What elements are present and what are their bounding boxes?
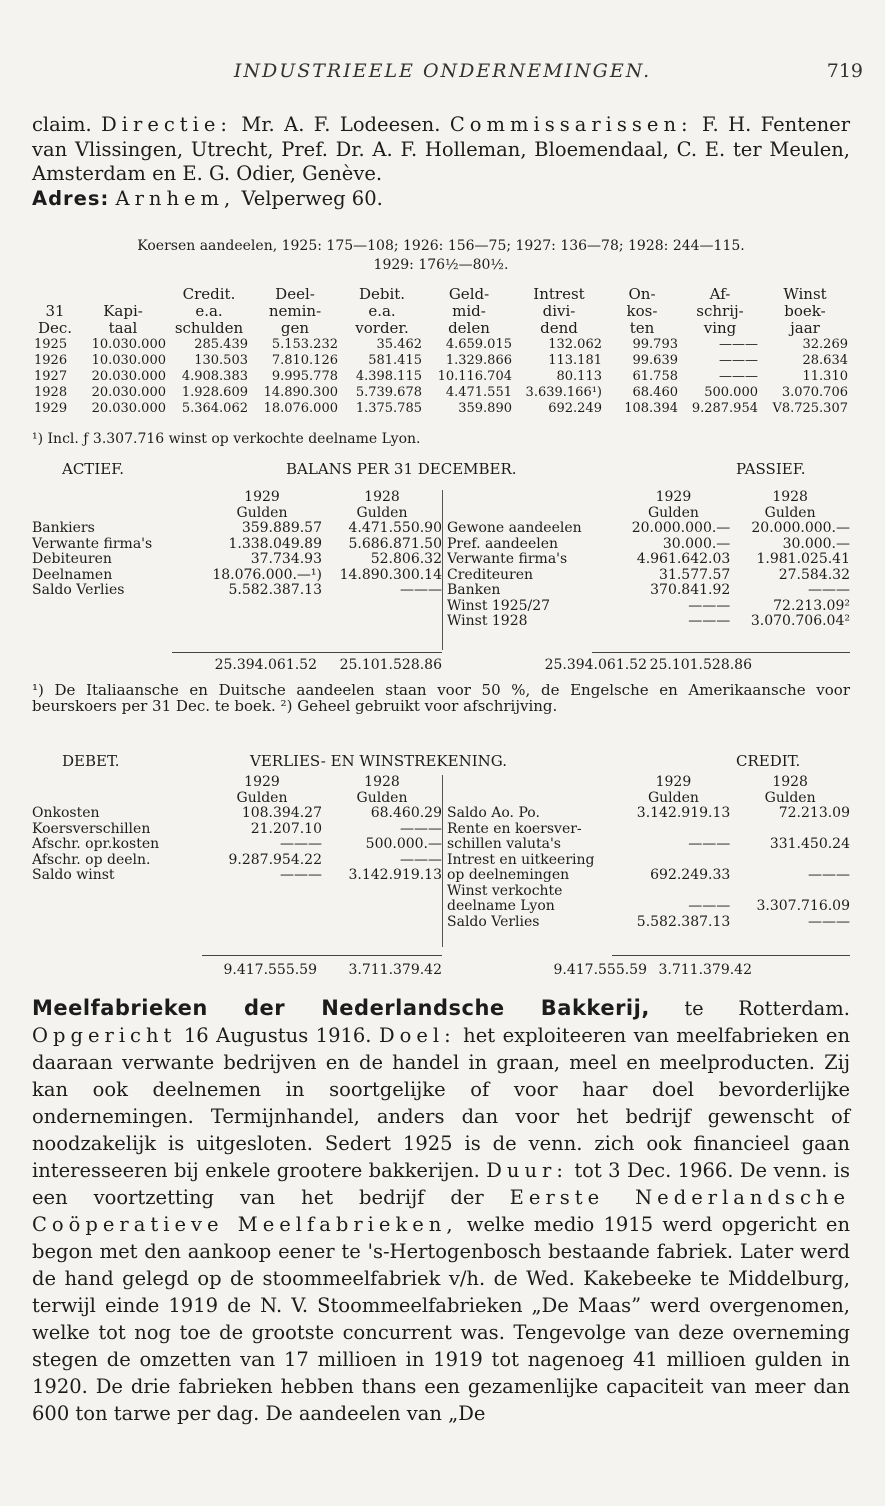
table-cell: 692.249 bbox=[548, 401, 602, 416]
table-cell: 10.030.000 bbox=[91, 353, 166, 368]
ledger-amount bbox=[730, 884, 850, 900]
ledger-amount: ——— bbox=[688, 836, 731, 852]
duur-label: Duur: bbox=[486, 1159, 568, 1182]
column-header: Debit. bbox=[358, 285, 406, 303]
table-header-row bbox=[32, 303, 850, 320]
ledger-amount: 359.889.57 bbox=[241, 520, 322, 536]
ledger-amount bbox=[730, 853, 850, 869]
debet-title: DEBET. bbox=[62, 752, 120, 770]
ledger-row bbox=[32, 537, 442, 553]
ledger-label: schillen valuta's bbox=[447, 837, 561, 852]
unit-label: Gulden bbox=[356, 789, 408, 806]
page-number: 719 bbox=[826, 60, 863, 82]
table-cell: 11.310 bbox=[802, 369, 848, 384]
table-cell: 68.460 bbox=[632, 385, 678, 400]
table-cell: 5.153.232 bbox=[271, 337, 338, 352]
balans-table bbox=[32, 490, 850, 680]
ledger-label: Intrest en uitkeering bbox=[447, 852, 595, 868]
total-amount: 3.711.379.42 bbox=[348, 962, 442, 978]
column-header: 31 bbox=[45, 302, 65, 320]
column-header: vorder. bbox=[355, 319, 409, 337]
ledger-amount: 27.584.32 bbox=[778, 566, 850, 583]
ledger-row bbox=[447, 614, 850, 630]
table-cell: 99.793 bbox=[632, 337, 678, 352]
column-header: delen bbox=[448, 319, 490, 337]
year-1928: 1928 bbox=[772, 774, 808, 790]
column-header: Intrest bbox=[533, 285, 585, 303]
ledger-amount: 20.000.000.— bbox=[631, 520, 731, 536]
company-text: te Rotterdam. bbox=[649, 997, 850, 1020]
column-header: gen bbox=[280, 319, 310, 337]
table-cell: ——— bbox=[719, 353, 758, 368]
total-amount: 9.417.555.59 bbox=[223, 962, 317, 978]
ledger-row bbox=[32, 837, 442, 853]
table-cell: 5.364.062 bbox=[181, 401, 248, 416]
ledger-label: Verwante firma's bbox=[447, 552, 568, 567]
ledger-amount: 1.338.049.89 bbox=[228, 535, 322, 552]
ledger-row bbox=[32, 521, 442, 537]
total-rule bbox=[612, 955, 850, 956]
ledger-amount: 68.460.29 bbox=[370, 805, 442, 821]
ledger-row bbox=[447, 915, 850, 931]
ledger-amount: ——— bbox=[400, 582, 442, 598]
adres-label: Adres: bbox=[32, 186, 110, 210]
company-text: welke medio 1915 werd opgericht en begon met den aankoop eener te 's-Hertogenbosch bestaande fabriek. Later werd de hand gelegd op de stoommeelfabriek v/h. de Wed. Kakebeeke te Middelburg, terwijl einde 1919 de N. V. Stoommeelfabrieken „De Maas” werd overgenomen, welke tot nog toe de grootste concurrent was. Tengevolge van deze overneming stegen de omzetten van 17 millioen in 1919 tot nagenoeg 41 millioen gulden in 1920. De drie fabrieken hebben thans een gezamenlijke capaciteit van meer dan 600 ton tarwe per dag. De aandeelen van „De bbox=[32, 1213, 851, 1425]
unit-label: Gulden bbox=[647, 789, 699, 806]
column-header: ten bbox=[629, 319, 655, 337]
cooperative-name: Eerste Nederlandsche Coöperatieve Meelfabrieken, bbox=[32, 1186, 850, 1236]
column-header bbox=[32, 286, 78, 303]
ledger-row bbox=[447, 521, 850, 537]
ledger-row bbox=[32, 583, 442, 599]
total-rule bbox=[172, 652, 442, 653]
year-1929: 1929 bbox=[655, 774, 692, 790]
doel-label: Doel: bbox=[378, 1024, 456, 1047]
unit-label: Gulden bbox=[764, 789, 816, 806]
ledger-row bbox=[447, 837, 850, 853]
column-header: On- bbox=[628, 285, 656, 303]
table-cell: 581.415 bbox=[368, 353, 422, 368]
column-header: Kapi- bbox=[103, 302, 143, 320]
column-header: e.a. bbox=[195, 302, 223, 320]
ledger-amount: 37.734.93 bbox=[250, 551, 322, 567]
company-text: het exploiteeren van meelfabrieken en daaraan verwante bedrijven en de handel in graan, meel en meelproducten. Zij kan ook deelnemen in soortgelijke of voor haar doel bevorderlijke ondernemingen. Termijnhandel, anders dan voor het bedrijf gewenscht of noodzakelijk is uitgesloten. Sedert 1925 is de venn. zich ook financieel gaan interesseeren bij enkele grootere bakkerijen. bbox=[32, 1024, 850, 1182]
table-cell: 20.030.000 bbox=[91, 385, 166, 400]
table-cell: 4.908.383 bbox=[181, 369, 248, 384]
table-cell: ——— bbox=[719, 337, 758, 352]
unit-label: Gulden bbox=[356, 504, 408, 521]
column-header: ving bbox=[703, 319, 737, 337]
ledger-label: Saldo Verlies bbox=[447, 914, 540, 930]
ledger-amount: 5.686.871.50 bbox=[348, 535, 442, 552]
table-cell: 80.113 bbox=[556, 369, 602, 384]
table-footnote: ¹) Incl. ƒ 3.307.716 winst op verkochte deelname Lyon. bbox=[32, 431, 421, 447]
table-cell: 3.639.166¹) bbox=[525, 385, 602, 400]
table-cell: 9.995.778 bbox=[271, 369, 338, 384]
table-cell: 1.375.785 bbox=[355, 401, 422, 416]
column-header: dend bbox=[540, 319, 578, 337]
table-row bbox=[32, 337, 850, 353]
company-text: 16 Augustus 1916. bbox=[176, 1024, 372, 1047]
table-row bbox=[32, 353, 850, 369]
ledger-amount: 5.582.387.13 bbox=[636, 913, 731, 930]
ledger-amount: 3.142.919.13 bbox=[348, 867, 442, 883]
credit-title: CREDIT. bbox=[736, 752, 801, 770]
company-title: Meelfabrieken der Nederlandsche Bakkerij, bbox=[32, 996, 650, 1020]
ledger-label: Winst 1928 bbox=[447, 614, 528, 629]
ledger-label: Rente en koersver- bbox=[447, 821, 582, 837]
ledger-amount: 331.450.24 bbox=[769, 836, 850, 852]
column-header: Af- bbox=[709, 285, 731, 303]
table-header-row bbox=[32, 286, 850, 303]
adres-street: Velperweg 60. bbox=[241, 186, 383, 210]
ledger-label: Afschr. op deeln. bbox=[32, 852, 151, 868]
company-entry bbox=[32, 995, 850, 1427]
ledger-amount: 9.287.954.22 bbox=[228, 851, 322, 868]
table-cell: 1927 bbox=[34, 369, 68, 384]
ledger-row bbox=[447, 583, 850, 599]
total-rule bbox=[202, 955, 442, 956]
year-1928: 1928 bbox=[772, 489, 808, 505]
column-header: taal bbox=[108, 319, 138, 337]
total-amount: 9.417.555.59 bbox=[553, 962, 647, 978]
table-cell: 10.116.704 bbox=[437, 369, 512, 384]
opgericht-label: Opgericht bbox=[32, 1024, 177, 1047]
table-row bbox=[32, 401, 850, 417]
ledger-amount: ——— bbox=[688, 613, 731, 629]
yearly-figures-table bbox=[32, 286, 850, 417]
ledger-label: Banken bbox=[447, 583, 501, 598]
unit-label: Gulden bbox=[236, 504, 288, 521]
ledger-row bbox=[447, 806, 850, 822]
table-cell: 4.398.115 bbox=[355, 369, 422, 384]
ledger-amount: ——— bbox=[280, 836, 322, 852]
ledger-amount: 21.207.10 bbox=[250, 820, 322, 837]
company-text: tot 3 Dec. 1966. De venn. is een voortzetting van het bedrijf der bbox=[32, 1159, 850, 1209]
table-cell: 99.639 bbox=[632, 353, 678, 368]
ledger-label: Saldo Verlies bbox=[32, 583, 125, 598]
column-header: Deel- bbox=[275, 285, 315, 303]
ledger-row bbox=[447, 552, 850, 568]
ledger-label: Saldo winst bbox=[32, 868, 115, 883]
intro-paragraph bbox=[32, 113, 850, 211]
ledger-amount: 72.213.09 bbox=[778, 805, 850, 821]
table-cell: ——— bbox=[719, 369, 758, 384]
unit-label: Gulden bbox=[236, 789, 288, 806]
koersen-aandeelen bbox=[32, 237, 850, 275]
ledger-amount: 3.070.706.04² bbox=[750, 613, 850, 629]
unit-label: Gulden bbox=[647, 504, 699, 521]
ledger-amount: ——— bbox=[688, 898, 731, 914]
ledger-row bbox=[32, 806, 442, 822]
ledger-amount: 18.076.000.—¹) bbox=[212, 566, 322, 583]
ledger-label: Deelnamen bbox=[32, 567, 113, 583]
ledger-row bbox=[447, 568, 850, 584]
directie-label: Directie: bbox=[101, 113, 232, 136]
koersen-line-2: 1929: 176½—80½. bbox=[373, 257, 509, 273]
ledger-label: deelname Lyon bbox=[447, 899, 555, 914]
total-amount: 3.711.379.42 bbox=[658, 962, 752, 978]
winst-totals bbox=[202, 963, 752, 979]
ledger-row bbox=[32, 568, 442, 584]
table-cell: 20.030.000 bbox=[91, 401, 166, 416]
credit-column bbox=[442, 775, 850, 947]
total-rule bbox=[592, 652, 850, 653]
ledger-label: Winst verkochte bbox=[447, 883, 563, 899]
table-cell: 285.439 bbox=[194, 337, 248, 352]
ledger-label: Pref. aandeelen bbox=[447, 536, 559, 552]
ledger-amount bbox=[730, 822, 850, 838]
ledger-amount: 72.213.09² bbox=[773, 597, 850, 614]
table-cell: 1925 bbox=[34, 337, 68, 352]
column-header: mid- bbox=[452, 302, 486, 320]
ledger-row bbox=[447, 537, 850, 553]
table-cell: 1929 bbox=[34, 401, 68, 416]
column-header: jaar bbox=[790, 319, 820, 337]
total-amount: 25.394.061.52 bbox=[214, 657, 317, 673]
ledger-row bbox=[32, 853, 442, 869]
ledger-amount: 3.142.919.13 bbox=[636, 805, 731, 821]
table-cell: 132.062 bbox=[548, 337, 602, 352]
table-cell: 1.329.866 bbox=[445, 353, 512, 368]
running-title: INDUSTRIEELE ONDERNEMINGEN. bbox=[233, 60, 652, 82]
ledger-amount: 31.577.57 bbox=[659, 566, 731, 583]
balans-title: BALANS PER 31 DECEMBER. bbox=[286, 460, 517, 478]
table-cell: 61.758 bbox=[632, 369, 678, 384]
passief-title: PASSIEF. bbox=[736, 460, 806, 478]
total-amount: 25.394.061.52 bbox=[544, 657, 647, 673]
table-cell: 1928 bbox=[34, 385, 68, 400]
column-header: nemin- bbox=[268, 302, 322, 320]
ledger-amount: 30.000.— bbox=[662, 535, 731, 552]
table-cell: V8.725.307 bbox=[772, 401, 848, 416]
ledger-amount: 4.471.550.90 bbox=[348, 520, 442, 536]
directie-text: Mr. A. F. Lodeesen. bbox=[241, 113, 441, 136]
adres-city: Arnhem, bbox=[115, 186, 236, 210]
ledger-amount: 20.000.000.— bbox=[751, 520, 850, 536]
ledger-row bbox=[32, 552, 442, 568]
column-header: divi- bbox=[542, 302, 576, 320]
ledger-row bbox=[447, 853, 850, 869]
ledger-amount: 3.307.716.09 bbox=[756, 898, 850, 914]
table-cell: 3.070.706 bbox=[781, 385, 848, 400]
table-cell: 4.471.551 bbox=[445, 385, 512, 400]
table-cell: 28.634 bbox=[802, 353, 848, 368]
ledger-label: Koersverschillen bbox=[32, 821, 151, 837]
ledger-amount: ——— bbox=[280, 867, 322, 883]
intro-text: claim. bbox=[32, 113, 92, 136]
table-cell: 1.928.609 bbox=[181, 385, 248, 400]
column-header: schrij- bbox=[696, 302, 744, 320]
column-header: e.a. bbox=[368, 302, 396, 320]
table-cell: 108.394 bbox=[624, 401, 678, 416]
balans-note: ¹) De Italiaansche en Duitsche aandeelen staan voor 50 %, de Engelsche en Amerikaansche voor beurskoers per 31 Dec. te boek. ²) Geheel gebruikt voor afschrijving. bbox=[32, 681, 850, 715]
ledger-amount: 500.000.— bbox=[365, 836, 442, 852]
debet-column bbox=[32, 775, 442, 884]
column-header: boek- bbox=[784, 302, 826, 320]
ledger-amount: 5.582.387.13 bbox=[228, 582, 322, 598]
ledger-amount bbox=[617, 884, 731, 900]
balans-totals bbox=[202, 658, 752, 674]
unit-label: Gulden bbox=[764, 504, 816, 521]
column-header: Winst bbox=[783, 285, 827, 303]
ledger-amount bbox=[617, 853, 731, 869]
table-header-row bbox=[32, 320, 850, 337]
column-header: schulden bbox=[174, 319, 244, 337]
column-header: Credit. bbox=[182, 285, 236, 303]
ledger-amount: ——— bbox=[808, 582, 850, 598]
table-cell: 1926 bbox=[34, 353, 68, 368]
table-cell: 9.287.954 bbox=[691, 401, 758, 416]
table-cell: 113.181 bbox=[548, 353, 602, 368]
ledger-label: Debiteuren bbox=[32, 552, 112, 567]
table-cell: 18.076.000 bbox=[263, 401, 338, 416]
table-cell: 5.739.678 bbox=[355, 385, 422, 400]
year-1929: 1929 bbox=[244, 774, 280, 790]
table-cell: 4.659.015 bbox=[445, 337, 512, 352]
table-cell: 20.030.000 bbox=[91, 369, 166, 384]
year-1928: 1928 bbox=[364, 489, 400, 505]
table-cell: 10.030.000 bbox=[91, 337, 166, 352]
commissarissen-text: F. H. Fentener van Vlissingen, Utrecht, Pref. Dr. A. F. Holleman, Bloemendaal, C. E. ter Meulen, Amsterdam en E. G. Odier, Genève. bbox=[32, 113, 851, 185]
ledger-amount: ——— bbox=[808, 867, 850, 883]
table-cell: 359.890 bbox=[458, 401, 512, 416]
ledger-label: Winst 1925/27 bbox=[447, 598, 551, 614]
year-1929: 1929 bbox=[655, 489, 692, 505]
table-row bbox=[32, 385, 850, 401]
ledger-label: Verwante firma's bbox=[32, 536, 153, 552]
ledger-row bbox=[32, 822, 442, 838]
ledger-amount: 370.841.92 bbox=[650, 582, 731, 598]
ledger-amount: 692.249.33 bbox=[650, 867, 731, 883]
ledger-amount: ——— bbox=[688, 597, 731, 614]
table-cell: 130.503 bbox=[194, 353, 248, 368]
ledger-label: Onkosten bbox=[32, 806, 100, 821]
winst-table bbox=[32, 775, 850, 985]
ledger-label: Gewone aandeelen bbox=[447, 521, 582, 536]
koersen-line-1: Koersen aandeelen, 1925: 175—108; 1926: 156—75; 1927: 136—78; 1928: 244—115. bbox=[137, 238, 745, 254]
ledger-row bbox=[447, 599, 850, 615]
actief-title: ACTIEF. bbox=[62, 460, 125, 478]
table-cell: 500.000 bbox=[704, 385, 758, 400]
ledger-amount: 14.890.300.14 bbox=[339, 566, 442, 583]
ledger-amount: 108.394.27 bbox=[241, 805, 322, 821]
actief-column bbox=[32, 490, 442, 599]
column-header: Geld- bbox=[448, 285, 490, 303]
ledger-label: Crediteuren bbox=[447, 567, 534, 583]
column-header bbox=[78, 286, 168, 303]
ledger-amount: ——— bbox=[400, 851, 442, 868]
table-cell: 7.810.126 bbox=[271, 353, 338, 368]
ledger-row bbox=[447, 868, 850, 884]
ledger-amount: ——— bbox=[400, 820, 442, 837]
table-cell: 14.890.300 bbox=[263, 385, 338, 400]
ledger-amount: ——— bbox=[808, 913, 850, 930]
ledger-amount: 30.000.— bbox=[782, 535, 850, 552]
table-row bbox=[32, 369, 850, 385]
ledger-row bbox=[447, 899, 850, 915]
ledger-row bbox=[447, 884, 850, 900]
total-amount: 25.101.528.86 bbox=[649, 657, 752, 673]
year-1929: 1929 bbox=[244, 489, 280, 505]
winst-title: VERLIES- EN WINSTREKENING. bbox=[250, 752, 507, 770]
passief-column bbox=[442, 490, 850, 650]
ledger-amount: 4.961.642.03 bbox=[636, 551, 731, 567]
column-header: kos- bbox=[626, 302, 658, 320]
year-1928: 1928 bbox=[364, 774, 400, 790]
ledger-row bbox=[32, 868, 442, 884]
ledger-label: op deelnemingen bbox=[447, 868, 570, 883]
ledger-amount: 52.806.32 bbox=[370, 551, 442, 567]
ledger-label: Saldo Ao. Po. bbox=[447, 806, 540, 821]
total-amount: 25.101.528.86 bbox=[339, 657, 442, 673]
ledger-label: Afschr. opr.kosten bbox=[32, 837, 160, 852]
table-cell: 35.462 bbox=[376, 337, 422, 352]
commissarissen-label: Commissarissen: bbox=[449, 113, 693, 136]
column-header: Dec. bbox=[37, 319, 73, 337]
ledger-row bbox=[447, 822, 850, 838]
ledger-amount bbox=[617, 822, 731, 838]
ledger-label: Bankiers bbox=[32, 521, 95, 536]
ledger-amount: 1.981.025.41 bbox=[756, 551, 850, 567]
table-cell: 32.269 bbox=[802, 337, 848, 352]
